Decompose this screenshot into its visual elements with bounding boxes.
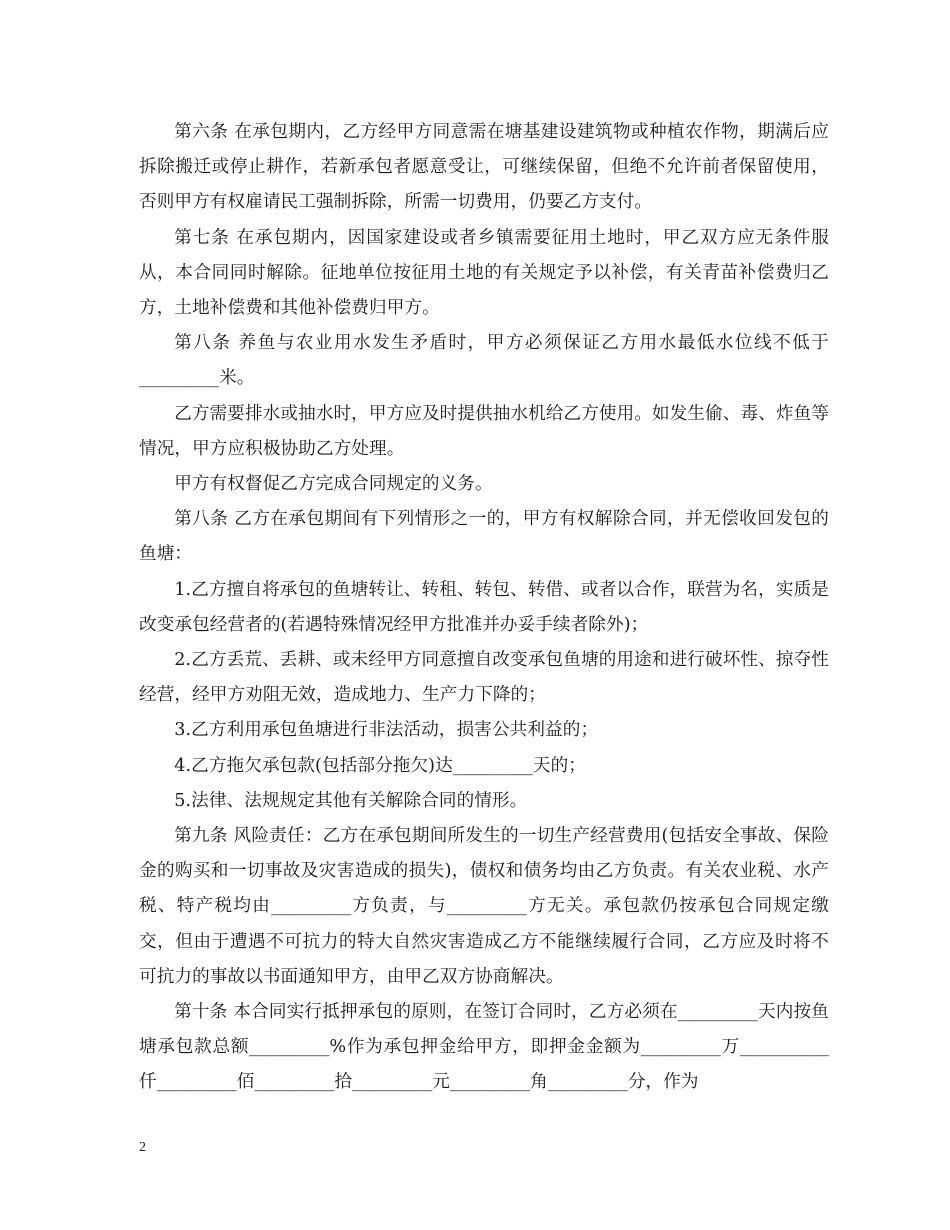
page-number: 2 <box>139 1140 146 1155</box>
paragraph-article-7: 第七条 在承包期内，因国家建设或者乡镇需要征用土地时，甲乙双方应无条件服从，本合同同时解除。征地单位按征用土地的有关规定予以补偿，有关青苗补偿费归乙方，土地补偿费和其他补偿费归甲方。 <box>139 227 829 319</box>
paragraph-article-6: 第六条 在承包期内，乙方经甲方同意需在塘基建设建筑物或种植农作物，期满后应拆除搬迁或停止耕作，若新承包者愿意受让，可继续保留，但绝不允许前者保留使用，否则甲方有权雇请民工强制拆除，所需一切费用，仍要乙方支付。 <box>139 122 829 213</box>
paragraph-article-9: 第九条 风险责任：乙方在承包期间所发生的一切生产经营费用(包括安全事故、保险金的购买和一切事故及灾害造成的损失)，债权和债务均由乙方负责。有关农业税、水产税、特产税均由_________方负责，与_________方无关。承包款仍按承包合同规定缴交，但由于遭遇不可抗力的特大自然灾害造成乙方不能继续履行合同，乙方应及时将不可抗力的事故以书面通知甲方，由甲乙双方协商解决。 <box>139 826 829 987</box>
list-item-5: 5.法律、法规规定其他有关解除合同的情形。 <box>174 790 528 811</box>
paragraph-article-8-termination: 第八条 乙方在承包期间有下列情形之一的，甲方有权解除合同，并无偿收回发包的鱼塘： <box>139 509 829 565</box>
paragraph-drainage: 乙方需要排水或抽水时，甲方应及时提供抽水机给乙方使用。如发生偷、毒、炸鱼等情况，甲方应积极协助乙方处理。 <box>139 403 829 459</box>
list-item-4: 4.乙方拖欠承包款(包括部分拖欠)达_________天的； <box>174 755 586 776</box>
paragraph-article-10: 第十条 本合同实行抵押承包的原则，在签订合同时，乙方必须在_________天内按鱼塘承包款总额_________%作为承包押金给甲方，即押金金额为_________万__________仟_________佰_________拾_________元_________角_________分，作为 <box>139 1002 829 1093</box>
paragraph-supervision: 甲方有权督促乙方完成合同规定的义务。 <box>174 474 493 495</box>
list-item-1: 1.乙方擅自将承包的鱼塘转让、转租、转包、转借、或者以合作，联营为名，实质是改变承包经营者的(若遇特殊情况经甲方批准并办妥手续者除外)； <box>139 579 829 635</box>
list-item-3: 3.乙方利用承包鱼塘进行非法活动，损害公共利益的； <box>174 720 599 741</box>
document-body <box>139 115 829 1101</box>
paragraph-article-8-water: 第八条 养鱼与农业用水发生矛盾时，甲方必须保证乙方用水最低水位线不低于_________米。 <box>139 333 829 389</box>
list-item-2: 2.乙方丢荒、丢耕、或未经甲方同意擅自改变承包鱼塘的用途和进行破坏性、掠夺性经营，经甲方劝阻无效，造成地力、生产力下降的； <box>139 650 829 706</box>
